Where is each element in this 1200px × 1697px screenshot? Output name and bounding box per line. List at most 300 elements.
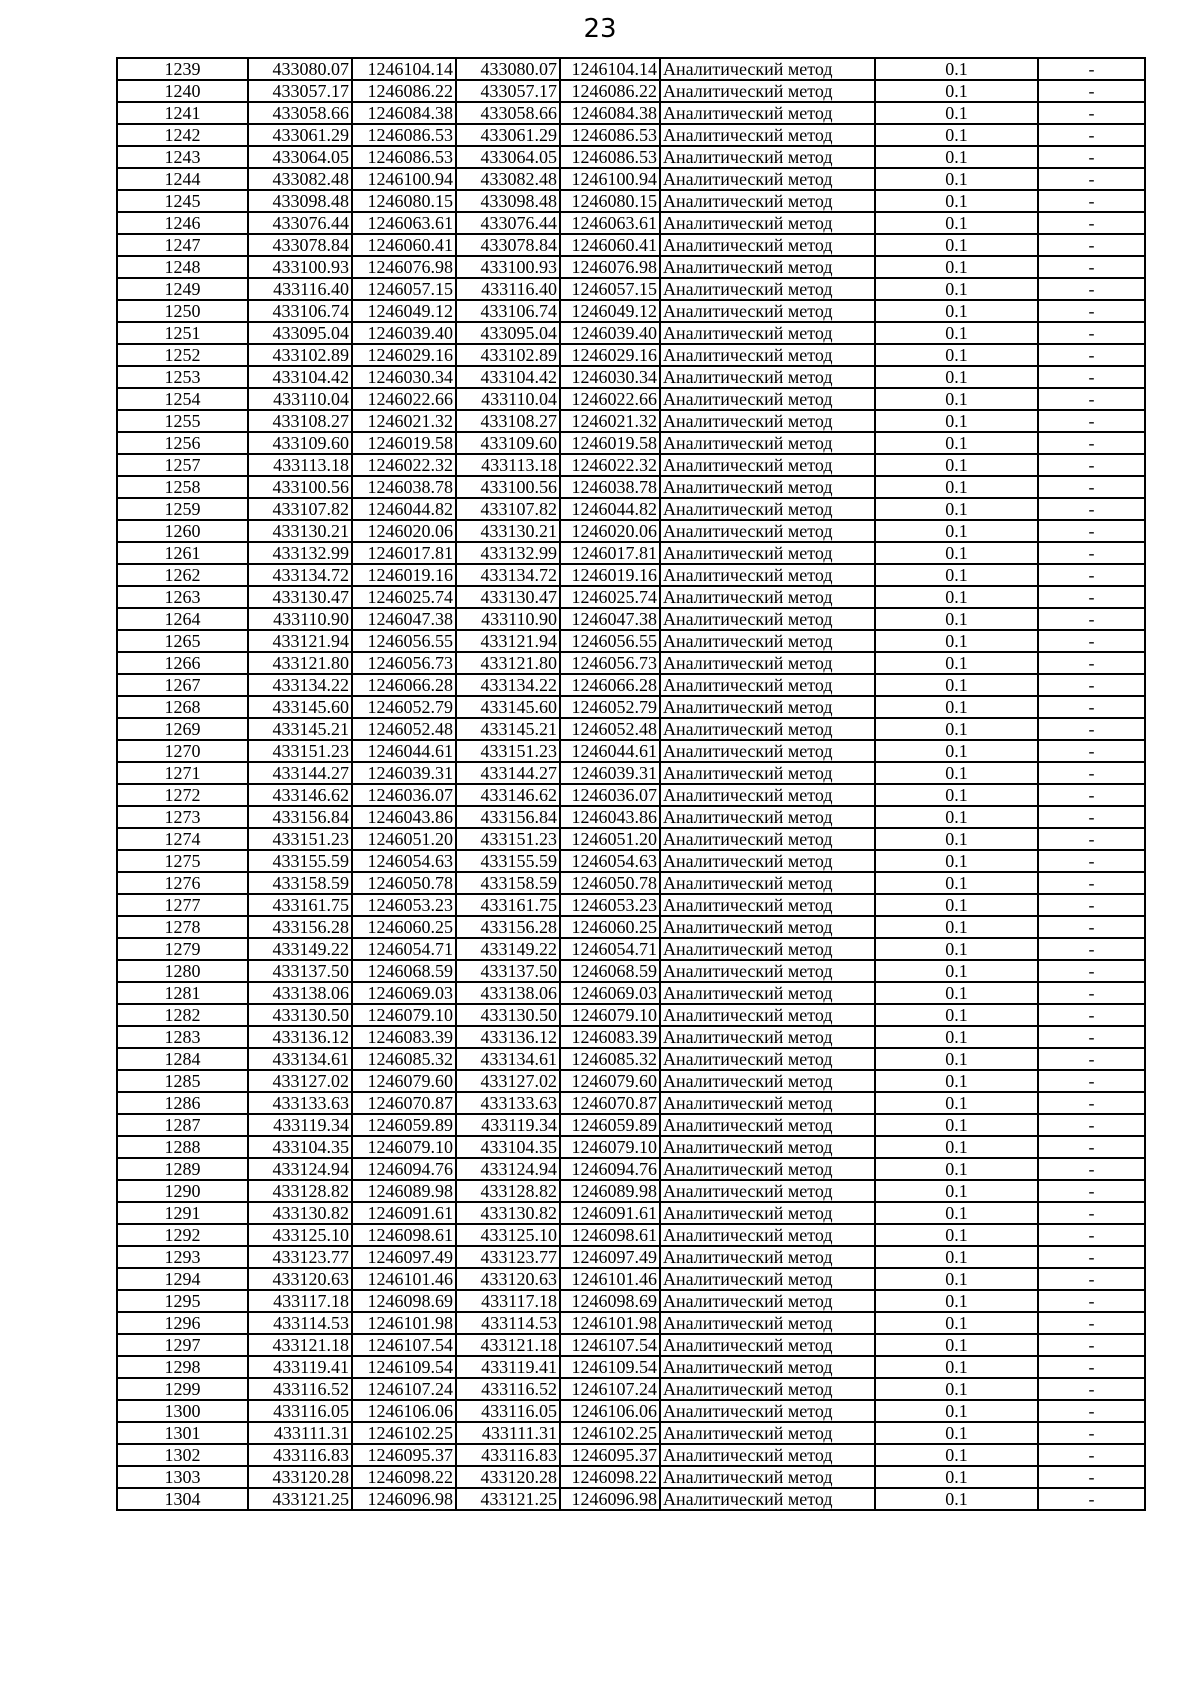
method-cell: Аналитический метод [660,762,875,784]
x-new-cell: 433082.48 [456,168,560,190]
y-old-cell: 1246066.28 [352,674,456,696]
y-old-cell: 1246095.37 [352,1444,456,1466]
point-number-cell: 1298 [117,1356,248,1378]
method-cell: Аналитический метод [660,586,875,608]
y-new-cell: 1246049.12 [560,300,660,322]
y-old-cell: 1246019.16 [352,564,456,586]
accuracy-cell: 0.1 [875,982,1038,1004]
y-new-cell: 1246096.98 [560,1488,660,1510]
method-cell: Аналитический метод [660,80,875,102]
y-old-cell: 1246089.98 [352,1180,456,1202]
y-old-cell: 1246039.40 [352,322,456,344]
x-new-cell: 433100.93 [456,256,560,278]
table-row [117,872,1145,894]
table-row [117,1290,1145,1312]
table-row [117,58,1145,80]
x-new-cell: 433127.02 [456,1070,560,1092]
y-new-cell: 1246101.98 [560,1312,660,1334]
y-old-cell: 1246043.86 [352,806,456,828]
x-new-cell: 433134.22 [456,674,560,696]
method-cell: Аналитический метод [660,1048,875,1070]
accuracy-cell: 0.1 [875,564,1038,586]
accuracy-cell: 0.1 [875,300,1038,322]
method-cell: Аналитический метод [660,608,875,630]
y-new-cell: 1246086.22 [560,80,660,102]
x-old-cell: 433132.99 [248,542,352,564]
description-cell: - [1038,1202,1145,1224]
y-old-cell: 1246059.89 [352,1114,456,1136]
method-cell: Аналитический метод [660,498,875,520]
y-old-cell: 1246054.71 [352,938,456,960]
x-old-cell: 433114.53 [248,1312,352,1334]
method-cell: Аналитический метод [660,1488,875,1510]
point-number-cell: 1249 [117,278,248,300]
description-cell: - [1038,322,1145,344]
x-new-cell: 433098.48 [456,190,560,212]
method-cell: Аналитический метод [660,366,875,388]
x-old-cell: 433110.04 [248,388,352,410]
y-new-cell: 1246052.79 [560,696,660,718]
accuracy-cell: 0.1 [875,1246,1038,1268]
x-old-cell: 433133.63 [248,1092,352,1114]
description-cell: - [1038,80,1145,102]
y-new-cell: 1246097.49 [560,1246,660,1268]
accuracy-cell: 0.1 [875,58,1038,80]
method-cell: Аналитический метод [660,630,875,652]
y-old-cell: 1246104.14 [352,58,456,80]
x-old-cell: 433138.06 [248,982,352,1004]
point-number-cell: 1247 [117,234,248,256]
accuracy-cell: 0.1 [875,102,1038,124]
x-old-cell: 433061.29 [248,124,352,146]
accuracy-cell: 0.1 [875,432,1038,454]
description-cell: - [1038,652,1145,674]
accuracy-cell: 0.1 [875,872,1038,894]
method-cell: Аналитический метод [660,454,875,476]
table-row [117,102,1145,124]
method-cell: Аналитический метод [660,916,875,938]
accuracy-cell: 0.1 [875,1026,1038,1048]
x-old-cell: 433136.12 [248,1026,352,1048]
y-old-cell: 1246053.23 [352,894,456,916]
y-old-cell: 1246096.98 [352,1488,456,1510]
description-cell: - [1038,1092,1145,1114]
description-cell: - [1038,212,1145,234]
x-old-cell: 433100.93 [248,256,352,278]
accuracy-cell: 0.1 [875,366,1038,388]
y-new-cell: 1246047.38 [560,608,660,630]
method-cell: Аналитический метод [660,1268,875,1290]
description-cell: - [1038,1026,1145,1048]
description-cell: - [1038,1466,1145,1488]
y-old-cell: 1246039.31 [352,762,456,784]
x-old-cell: 433145.60 [248,696,352,718]
description-cell: - [1038,938,1145,960]
x-new-cell: 433064.05 [456,146,560,168]
table-row [117,1224,1145,1246]
table-row [117,256,1145,278]
x-old-cell: 433124.94 [248,1158,352,1180]
table-row [117,850,1145,872]
y-old-cell: 1246107.24 [352,1378,456,1400]
x-old-cell: 433134.61 [248,1048,352,1070]
x-old-cell: 433119.41 [248,1356,352,1378]
x-old-cell: 433123.77 [248,1246,352,1268]
table-row [117,344,1145,366]
y-old-cell: 1246047.38 [352,608,456,630]
y-old-cell: 1246021.32 [352,410,456,432]
description-cell: - [1038,806,1145,828]
accuracy-cell: 0.1 [875,1180,1038,1202]
accuracy-cell: 0.1 [875,1114,1038,1136]
description-cell: - [1038,1378,1145,1400]
y-new-cell: 1246059.89 [560,1114,660,1136]
y-new-cell: 1246086.53 [560,146,660,168]
accuracy-cell: 0.1 [875,1400,1038,1422]
table-row [117,212,1145,234]
accuracy-cell: 0.1 [875,476,1038,498]
description-cell: - [1038,1400,1145,1422]
description-cell: - [1038,1334,1145,1356]
x-old-cell: 433121.80 [248,652,352,674]
description-cell: - [1038,1224,1145,1246]
method-cell: Аналитический метод [660,1224,875,1246]
accuracy-cell: 0.1 [875,1158,1038,1180]
accuracy-cell: 0.1 [875,938,1038,960]
x-new-cell: 433110.90 [456,608,560,630]
method-cell: Аналитический метод [660,476,875,498]
y-new-cell: 1246019.16 [560,564,660,586]
y-new-cell: 1246079.60 [560,1070,660,1092]
method-cell: Аналитический метод [660,300,875,322]
point-number-cell: 1258 [117,476,248,498]
x-new-cell: 433121.80 [456,652,560,674]
x-old-cell: 433158.59 [248,872,352,894]
x-new-cell: 433123.77 [456,1246,560,1268]
x-new-cell: 433117.18 [456,1290,560,1312]
y-old-cell: 1246086.53 [352,124,456,146]
x-old-cell: 433104.42 [248,366,352,388]
method-cell: Аналитический метод [660,652,875,674]
x-new-cell: 433130.21 [456,520,560,542]
y-new-cell: 1246107.24 [560,1378,660,1400]
accuracy-cell: 0.1 [875,1312,1038,1334]
table-row [117,564,1145,586]
method-cell: Аналитический метод [660,168,875,190]
accuracy-cell: 0.1 [875,894,1038,916]
y-new-cell: 1246079.10 [560,1136,660,1158]
method-cell: Аналитический метод [660,432,875,454]
point-number-cell: 1248 [117,256,248,278]
point-number-cell: 1304 [117,1488,248,1510]
description-cell: - [1038,146,1145,168]
method-cell: Аналитический метод [660,410,875,432]
accuracy-cell: 0.1 [875,1356,1038,1378]
description-cell: - [1038,124,1145,146]
description-cell: - [1038,718,1145,740]
x-new-cell: 433110.04 [456,388,560,410]
x-old-cell: 433108.27 [248,410,352,432]
point-number-cell: 1264 [117,608,248,630]
accuracy-cell: 0.1 [875,1202,1038,1224]
x-old-cell: 433116.40 [248,278,352,300]
method-cell: Аналитический метод [660,146,875,168]
method-cell: Аналитический метод [660,784,875,806]
accuracy-cell: 0.1 [875,1268,1038,1290]
method-cell: Аналитический метод [660,1400,875,1422]
description-cell: - [1038,454,1145,476]
y-old-cell: 1246107.54 [352,1334,456,1356]
x-new-cell: 433080.07 [456,58,560,80]
y-new-cell: 1246043.86 [560,806,660,828]
method-cell: Аналитический метод [660,256,875,278]
y-new-cell: 1246086.53 [560,124,660,146]
y-new-cell: 1246098.22 [560,1466,660,1488]
description-cell: - [1038,388,1145,410]
method-cell: Аналитический метод [660,344,875,366]
table-row [117,1136,1145,1158]
description-cell: - [1038,850,1145,872]
x-new-cell: 433104.35 [456,1136,560,1158]
method-cell: Аналитический метод [660,322,875,344]
table-row [117,1092,1145,1114]
x-new-cell: 433145.60 [456,696,560,718]
point-number-cell: 1290 [117,1180,248,1202]
x-new-cell: 433156.84 [456,806,560,828]
point-number-cell: 1252 [117,344,248,366]
point-number-cell: 1293 [117,1246,248,1268]
x-old-cell: 433161.75 [248,894,352,916]
table-row [117,322,1145,344]
x-new-cell: 433116.40 [456,278,560,300]
y-old-cell: 1246109.54 [352,1356,456,1378]
x-new-cell: 433133.63 [456,1092,560,1114]
y-new-cell: 1246054.71 [560,938,660,960]
y-old-cell: 1246036.07 [352,784,456,806]
x-old-cell: 433155.59 [248,850,352,872]
method-cell: Аналитический метод [660,718,875,740]
description-cell: - [1038,102,1145,124]
table-row [117,476,1145,498]
description-cell: - [1038,564,1145,586]
description-cell: - [1038,344,1145,366]
x-new-cell: 433061.29 [456,124,560,146]
x-new-cell: 433058.66 [456,102,560,124]
accuracy-cell: 0.1 [875,256,1038,278]
point-number-cell: 1273 [117,806,248,828]
x-old-cell: 433107.82 [248,498,352,520]
table-body [117,58,1145,1510]
description-cell: - [1038,190,1145,212]
table-row [117,718,1145,740]
method-cell: Аналитический метод [660,1290,875,1312]
table-row [117,630,1145,652]
x-new-cell: 433144.27 [456,762,560,784]
point-number-cell: 1272 [117,784,248,806]
accuracy-cell: 0.1 [875,608,1038,630]
point-number-cell: 1255 [117,410,248,432]
point-number-cell: 1282 [117,1004,248,1026]
x-new-cell: 433108.27 [456,410,560,432]
y-old-cell: 1246085.32 [352,1048,456,1070]
y-old-cell: 1246091.61 [352,1202,456,1224]
table-row [117,498,1145,520]
y-new-cell: 1246080.15 [560,190,660,212]
y-new-cell: 1246051.20 [560,828,660,850]
y-old-cell: 1246080.15 [352,190,456,212]
table-row [117,806,1145,828]
accuracy-cell: 0.1 [875,1378,1038,1400]
accuracy-cell: 0.1 [875,1334,1038,1356]
point-number-cell: 1284 [117,1048,248,1070]
x-old-cell: 433120.28 [248,1466,352,1488]
table-row [117,982,1145,1004]
y-new-cell: 1246079.10 [560,1004,660,1026]
x-old-cell: 433134.22 [248,674,352,696]
y-new-cell: 1246054.63 [560,850,660,872]
method-cell: Аналитический метод [660,542,875,564]
method-cell: Аналитический метод [660,1378,875,1400]
point-number-cell: 1275 [117,850,248,872]
point-number-cell: 1263 [117,586,248,608]
method-cell: Аналитический метод [660,872,875,894]
x-new-cell: 433137.50 [456,960,560,982]
y-old-cell: 1246030.34 [352,366,456,388]
table-row [117,586,1145,608]
point-number-cell: 1277 [117,894,248,916]
point-number-cell: 1292 [117,1224,248,1246]
y-new-cell: 1246030.34 [560,366,660,388]
point-number-cell: 1301 [117,1422,248,1444]
table-row [117,1114,1145,1136]
x-new-cell: 433156.28 [456,916,560,938]
y-new-cell: 1246101.46 [560,1268,660,1290]
method-cell: Аналитический метод [660,960,875,982]
table-row [117,828,1145,850]
x-old-cell: 433130.21 [248,520,352,542]
table-row [117,146,1145,168]
description-cell: - [1038,1048,1145,1070]
y-new-cell: 1246029.16 [560,344,660,366]
method-cell: Аналитический метод [660,828,875,850]
point-number-cell: 1253 [117,366,248,388]
point-number-cell: 1266 [117,652,248,674]
y-new-cell: 1246107.54 [560,1334,660,1356]
point-number-cell: 1294 [117,1268,248,1290]
x-old-cell: 433080.07 [248,58,352,80]
description-cell: - [1038,1004,1145,1026]
y-new-cell: 1246050.78 [560,872,660,894]
coordinates-table [116,57,1146,1511]
table-row [117,1378,1145,1400]
x-old-cell: 433137.50 [248,960,352,982]
y-old-cell: 1246029.16 [352,344,456,366]
accuracy-cell: 0.1 [875,1422,1038,1444]
y-old-cell: 1246022.32 [352,454,456,476]
description-cell: - [1038,1356,1145,1378]
description-cell: - [1038,58,1145,80]
y-old-cell: 1246056.55 [352,630,456,652]
x-new-cell: 433155.59 [456,850,560,872]
method-cell: Аналитический метод [660,388,875,410]
y-new-cell: 1246056.73 [560,652,660,674]
y-new-cell: 1246021.32 [560,410,660,432]
y-new-cell: 1246069.03 [560,982,660,1004]
point-number-cell: 1300 [117,1400,248,1422]
x-old-cell: 433078.84 [248,234,352,256]
table-row [117,960,1145,982]
table-row [117,1202,1145,1224]
y-new-cell: 1246109.54 [560,1356,660,1378]
x-new-cell: 433076.44 [456,212,560,234]
x-new-cell: 433149.22 [456,938,560,960]
x-new-cell: 433095.04 [456,322,560,344]
y-old-cell: 1246079.10 [352,1136,456,1158]
accuracy-cell: 0.1 [875,850,1038,872]
method-cell: Аналитический метод [660,1246,875,1268]
accuracy-cell: 0.1 [875,828,1038,850]
table-row [117,916,1145,938]
method-cell: Аналитический метод [660,696,875,718]
x-old-cell: 433151.23 [248,828,352,850]
y-old-cell: 1246101.98 [352,1312,456,1334]
method-cell: Аналитический метод [660,212,875,234]
point-number-cell: 1278 [117,916,248,938]
x-new-cell: 433145.21 [456,718,560,740]
accuracy-cell: 0.1 [875,168,1038,190]
x-new-cell: 433119.34 [456,1114,560,1136]
table-row [117,1004,1145,1026]
y-old-cell: 1246101.46 [352,1268,456,1290]
description-cell: - [1038,1114,1145,1136]
accuracy-cell: 0.1 [875,1488,1038,1510]
point-number-cell: 1257 [117,454,248,476]
method-cell: Аналитический метод [660,806,875,828]
y-old-cell: 1246079.60 [352,1070,456,1092]
y-new-cell: 1246053.23 [560,894,660,916]
table-row [117,1246,1145,1268]
y-old-cell: 1246100.94 [352,168,456,190]
description-cell: - [1038,828,1145,850]
point-number-cell: 1246 [117,212,248,234]
x-new-cell: 433136.12 [456,1026,560,1048]
y-new-cell: 1246076.98 [560,256,660,278]
y-old-cell: 1246102.25 [352,1422,456,1444]
table-row [117,674,1145,696]
y-old-cell: 1246025.74 [352,586,456,608]
point-number-cell: 1281 [117,982,248,1004]
accuracy-cell: 0.1 [875,630,1038,652]
accuracy-cell: 0.1 [875,806,1038,828]
y-new-cell: 1246098.61 [560,1224,660,1246]
accuracy-cell: 0.1 [875,652,1038,674]
x-old-cell: 433120.63 [248,1268,352,1290]
x-old-cell: 433102.89 [248,344,352,366]
accuracy-cell: 0.1 [875,234,1038,256]
x-old-cell: 433098.48 [248,190,352,212]
accuracy-cell: 0.1 [875,278,1038,300]
x-old-cell: 433121.18 [248,1334,352,1356]
table-row [117,1334,1145,1356]
y-old-cell: 1246056.73 [352,652,456,674]
description-cell: - [1038,256,1145,278]
description-cell: - [1038,278,1145,300]
x-old-cell: 433076.44 [248,212,352,234]
point-number-cell: 1279 [117,938,248,960]
method-cell: Аналитический метод [660,234,875,256]
x-new-cell: 433100.56 [456,476,560,498]
point-number-cell: 1296 [117,1312,248,1334]
